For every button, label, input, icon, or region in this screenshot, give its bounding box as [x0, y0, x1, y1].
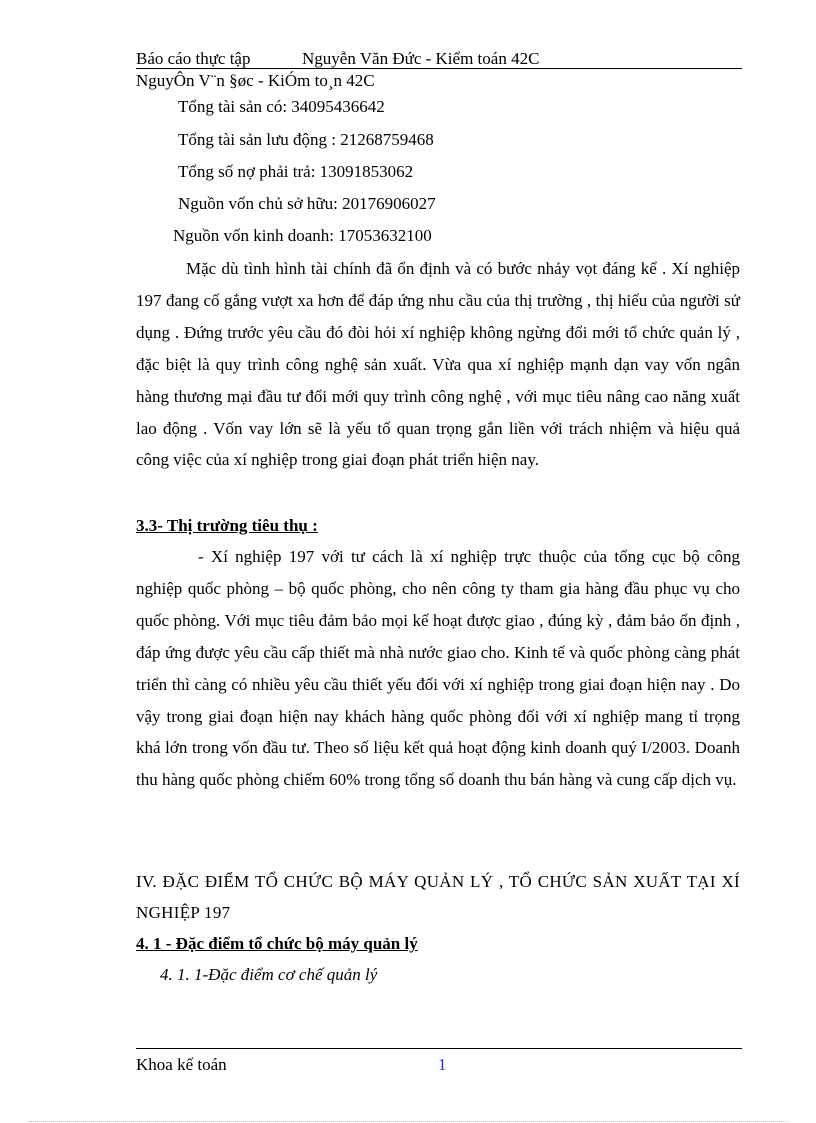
heading-4-1: 4. 1 - Đặc điểm tổ chức bộ máy quản lý: [136, 934, 418, 953]
page-header: [136, 49, 742, 69]
heading-3-3: 3.3- Thị trường tiêu thụ :: [136, 516, 318, 535]
paragraph-financial-situation: Mặc dù tình hình tài chính đã ổn định và có bước nhảy vọt đáng kể . Xí nghiệp 197 đang cố gắng vượt xa hơn để đáp ứng nhu cầu của thị trường , thị hiếu của người sử dụng . Đứng trước yêu cầu đó đòi hỏi xí nghiệp không ngừng đổi mới tổ chức quản lý , đặc biệt là quy trình công nghệ sản xuất. Vừa qua xí nghiệp mạnh dạn vay vốn ngân hàng thương mại đầu tư đổi mới quy trình công nghệ , với mục tiêu nâng cao năng xuất lao động . Vốn vay lớn sẽ là yếu tố quan trọng gắn liền với trách nhiệm và hiệu quả công việc của xí nghiệp trong giai đoạn phát triển hiện nay.: [136, 259, 740, 470]
header-left-text: Báo cáo thực tập: [136, 49, 251, 68]
paragraph-market: - Xí nghiệp 197 với tư cách là xí nghiệp trực thuộc của tổng cục bộ công nghiệp quốc phòng – bộ quốc phòng, cho nên công ty tham gia hàng đầu phục vụ cho quốc phòng. Với mục tiêu đảm bảo mọi kế hoạt được giao , đúng kỳ , đảm bảo ổn định , đáp ứng được yêu cầu cấp thiết mà nhà nước giao cho. Kinh tế và quốc phòng càng phát triển thì càng có nhiều yêu cầu thiết yếu đối với xí nghiệp trong giai đoạn hiện nay . Do vậy trong giai đoạn hiện nay khách hàng quốc phòng đối với xí nghiệp mang tỉ trọng khá lớn trong vốn đầu tư. Theo số liệu kết quả hoạt động kinh doanh quý I/2003. Doanh thu hàng quốc phòng chiếm 60% trong tổng số doanh thu bán hàng và cung cấp dịch vụ.: [136, 547, 740, 790]
footer-department: Khoa kế toán: [136, 1055, 227, 1074]
footer-page-number: 1: [438, 1055, 447, 1074]
stat-business-capital: Nguồn vốn kinh doanh: 17053632100: [173, 226, 432, 245]
stat-owner-equity: Nguồn vốn chủ sở hữu: 20176906027: [178, 194, 436, 213]
header-right-text: Nguyễn Văn Đức - Kiểm toán 42C: [302, 49, 540, 68]
stat-current-assets: Tổng tài sản lưu động : 21268759468: [178, 130, 434, 149]
header-rule: [136, 68, 742, 69]
page-edge-divider: [28, 1121, 788, 1122]
section-iv-title: IV. ĐẶC ĐIỂM TỔ CHỨC BỘ MÁY QUẢN LÝ , TỔ CHỨC SẢN XUẤT TẠI XÍ NGHIỆP 197: [136, 872, 740, 922]
garbled-author-line: NguyÔn V¨n §øc - KiÓm to¸n 42C: [136, 71, 375, 90]
stat-liabilities: Tổng số nợ phải trả: 13091853062: [178, 162, 414, 181]
footer-rule: [136, 1048, 742, 1049]
subheading-4-1-1: 4. 1. 1-Đặc điểm cơ chế quản lý: [160, 965, 378, 984]
stat-total-assets: Tổng tài sản có: 34095436642: [178, 97, 385, 116]
